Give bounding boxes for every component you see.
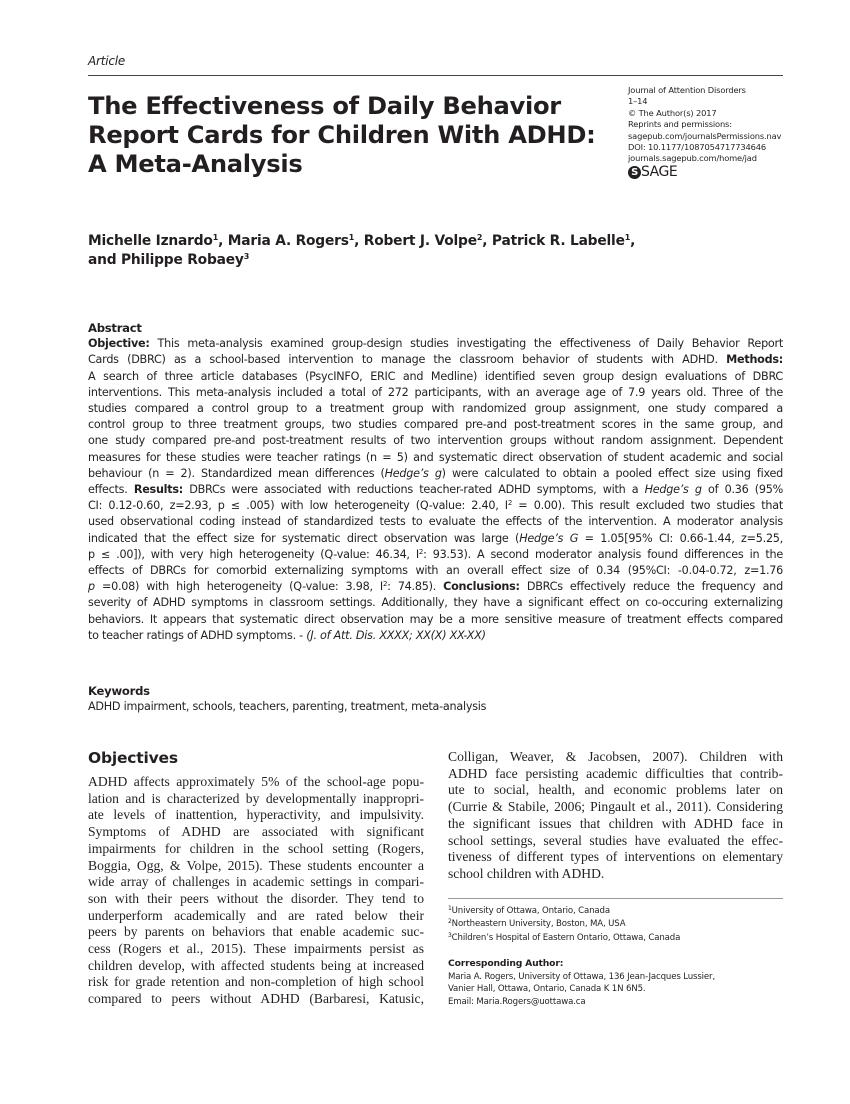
affiliation-marker: 1 [348, 233, 355, 242]
affiliations [448, 905, 680, 945]
abstract-text: one study compared pre-and post-treatment results of two intervention groups without random assignment. Dependent [88, 434, 783, 448]
keywords-section [88, 683, 486, 715]
abstract-subheading: Conclusions: [443, 580, 520, 594]
body-column-left [88, 774, 424, 1008]
author-list [88, 232, 728, 270]
author-separator: , [630, 233, 636, 249]
author [492, 233, 630, 249]
affiliation-text: University of Ottawa, Ontario, Canada [451, 906, 610, 916]
superscript: 2 [507, 499, 513, 508]
footnote-divider [448, 898, 783, 899]
abstract-italic: p [88, 580, 95, 594]
affiliation [448, 932, 680, 945]
header-divider [88, 75, 783, 76]
abstract-text: =0.08) with high heterogeneity (Q-value: 3.98, I [94, 580, 383, 594]
body-text-line: impairments for children in the school setting (Rogers, [88, 840, 424, 856]
author-separator: , [218, 233, 228, 249]
section-heading-objectives: Objectives [88, 749, 178, 767]
abstract-text: : 74.85). [387, 580, 444, 594]
reprints-label: Reprints and permissions: [628, 119, 732, 130]
abstract-text: measures for these studies were teacher ratings (n = 5) and systematic direct observation of student academic and social [88, 450, 783, 464]
corresponding-author [448, 958, 715, 1008]
author [364, 233, 482, 249]
abstract-text: p ≤ .00]), with very high heterogeneity (Q-value: 46.34, I [88, 547, 419, 561]
body-text-line: ate levels of inattention, hyperactivity, and impulsivity. [88, 807, 424, 823]
abstract-text: behaviors. It appears that systematic direct observation may be a more sensitive measure of treatment effects compared [88, 612, 783, 626]
body-text-line: compared to peers without ADHD (Barbaresi, Katusic, [88, 991, 424, 1007]
paper-title [88, 92, 608, 179]
abstract-line [88, 628, 783, 644]
abstract-text: CI: 0.12-0.60, z=2.93, p ≤ .005) with low heterogeneity (Q-value: 2.40, I [88, 499, 508, 513]
abstract-line [88, 336, 783, 352]
body-text-line: ADHD affects approximately 5% of the school-age popu- [88, 774, 424, 789]
body-text-line: risk for grade retention and non-completion of high school [88, 974, 424, 990]
sage-logo [628, 163, 781, 180]
affiliation-marker: 1 [624, 233, 631, 242]
abstract-line [88, 450, 783, 466]
corresponding-email[interactable]: Email: Maria.Rogers@uottawa.ca [448, 996, 586, 1007]
abstract-line [88, 417, 783, 433]
journal-name: Journal of Attention Disorders [628, 85, 746, 95]
title-line: A Meta-Analysis [88, 150, 303, 178]
doi[interactable]: DOI: 10.1177/1087054717734646 [628, 142, 767, 153]
body-text-line: Symptoms of ADHD are associated with significant [88, 824, 424, 840]
body-text-line: cess (Rogers et al., 2015). These impairments persist as [88, 941, 424, 957]
body-text-line: ute to social, health, and economic problems later on [448, 782, 783, 798]
author [228, 233, 354, 249]
affiliation-marker: 1 [212, 233, 219, 242]
journal-info [628, 85, 781, 179]
corresponding-line: Vanier Hall, Ottawa, Ontario, Canada K 1N 6N5. [448, 984, 646, 995]
abstract-body [88, 336, 783, 644]
author-name: Patrick R. Labelle [491, 233, 625, 249]
author-separator: , [482, 233, 492, 249]
abstract-text: of 0.36 (95% [701, 483, 783, 497]
author [88, 233, 218, 249]
author-name: Robert J. Volpe [363, 233, 477, 249]
author [88, 252, 249, 268]
abstract-text: behaviour (n = 2). Standardized mean differences ( [88, 466, 385, 480]
affiliation-number: 1 [448, 905, 452, 912]
affiliation-text: Northeastern University, Boston, MA, USA [451, 919, 626, 930]
abstract-subheading: Methods: [726, 353, 783, 367]
abstract-text: used observational coding instead of standardized tests to evaluate the effects of the intervention. A moderator analysis [88, 515, 783, 529]
body-text-line: Boggia, Ogg, & Volpe, 2015). These students encounter a [88, 857, 424, 873]
abstract-text: = 0.00). This result excluded two studies that [512, 499, 783, 513]
page-range: 1–14 [628, 96, 648, 107]
body-text-line: lation and is characterized by developmentally inappropri- [88, 790, 424, 806]
superscript: 2 [382, 580, 388, 589]
abstract-line [88, 385, 783, 401]
body-text-line: (Currie & Stabile, 2006; Pingault et al., 2011). Considering [448, 799, 783, 815]
abstract-line [88, 595, 783, 611]
body-text-line: son with their peers without the disorder. They tend to [88, 890, 424, 906]
abstract-line [88, 482, 783, 498]
corresponding-line: Maria A. Rogers, University of Ottawa, 136 Jean-Jacques Lussier, [448, 971, 716, 982]
abstract-subheading: Results: [133, 483, 183, 497]
abstract-text: effects. [88, 483, 134, 497]
copyright: © The Author(s) 2017 [628, 107, 717, 118]
abstract-text: control group to three treatment groups, two studies compared pre-and post-treatment scores in the same group, and [88, 418, 783, 432]
body-column-right [448, 749, 783, 883]
abstract-text: studies compared a control group to a treatment group with randomized group assignment, one study compared a [88, 402, 783, 416]
title-line: The Effectiveness of Daily Behavior [88, 92, 561, 120]
body-text-line: underperform academically and are rated below their [88, 907, 424, 923]
reprints-link[interactable]: sagepub.com/journalsPermissions.nav [628, 130, 782, 141]
body-text-line: children develop, with affected students being at increased [88, 957, 424, 973]
abstract-line [88, 579, 783, 595]
title-line: Report Cards for Children With ADHD: [88, 121, 596, 149]
abstract-text: severity of ADHD symptoms in classroom settings. Additionally, they have a significant effect on co-occuring externalizing [88, 596, 783, 610]
abstract-text: Cards (DBRC) as a school-based intervention to manage the classroom behavior of students with ADHD. [88, 353, 727, 367]
author-name: Maria A. Rogers [227, 233, 349, 249]
body-text-line: peers by parents on behaviors that enable academic suc- [88, 924, 424, 940]
abstract-text: : 93.53). A second moderator analysis found differences in the [423, 547, 783, 561]
body-text-line: school children with ADHD. [448, 865, 605, 881]
abstract-text: to teacher ratings of ADHD symptoms. - [88, 628, 307, 642]
abstract-text: indicated that the effect size for systematic direct observation was large ( [88, 531, 520, 545]
affiliation [448, 905, 680, 918]
author-name: Michelle Iznardo [88, 233, 213, 249]
abstract-line [88, 514, 783, 530]
affiliation-text: Children’s Hospital of Eastern Ontario, Ottawa, Canada [451, 932, 681, 943]
article-type-label: Article [88, 54, 126, 68]
superscript: 2 [418, 547, 424, 556]
publisher-name: SAGE [641, 163, 678, 180]
body-text-line: Colligan, Weaver, & Jacobsen, 2007). Children with [448, 749, 783, 764]
body-text-line: ADHD face persisting academic difficulties that contrib- [448, 765, 783, 781]
abstract-italic: Hedge’s g [644, 483, 702, 497]
abstract-line [88, 369, 783, 385]
abstract-text: DBRCs effectively reduce the frequency and [519, 580, 783, 594]
sage-s-icon: S [628, 166, 641, 179]
abstract-italic: Hedge’s G [519, 531, 579, 545]
abstract-line [88, 563, 783, 579]
abstract-italic: (J. of Att. Dis. XXXX; XX(X) XX-XX) [306, 628, 486, 642]
body-text-line: school settings, several studies have evaluated the effec- [448, 832, 783, 848]
abstract-text: interventions. This meta-analysis included a total of 272 participants, with an average age of 7.9 years old. Three of the [88, 385, 783, 399]
affiliation-marker: 3 [243, 252, 250, 261]
abstract-line [88, 352, 783, 368]
affiliation-number: 3 [448, 931, 452, 939]
abstract-line [88, 466, 783, 482]
body-text-line: wide array of challenges in academic settings in compari- [88, 874, 424, 890]
keywords-heading: Keywords [88, 684, 150, 698]
corresponding-heading: Corresponding Author: [448, 958, 564, 969]
author-separator: , [354, 233, 364, 249]
abstract-subheading: Objective: [88, 337, 150, 351]
abstract [88, 320, 783, 644]
abstract-line [88, 547, 783, 563]
body-text-line: the significant issues that children with ADHD face in [448, 815, 783, 831]
abstract-text: A search of three article databases (PsycINFO, ERIC and Medline) identified seven group design evaluations of DBRC [88, 369, 783, 383]
abstract-text: DBRCs were associated with reductions teacher-rated ADHD symptoms, with a [183, 483, 645, 497]
keywords-text: ADHD impairment, schools, teachers, parenting, treatment, meta-analysis [88, 700, 487, 713]
abstract-italic: Hedge’s g [384, 466, 442, 480]
abstract-line [88, 612, 783, 628]
abstract-line [88, 531, 783, 547]
abstract-line [88, 433, 783, 449]
abstract-text: = 1.05[95% CI: 0.66-1.44, z=5.25, [578, 531, 783, 545]
abstract-text: effects of DBRCs for comorbid externalizing symptoms with an overall effect size of 0.34 (95%CI: -0.04-0.72, z=1.76 [88, 564, 783, 578]
journal-link[interactable]: journals.sagepub.com/home/jad [628, 153, 757, 164]
author-name: and Philippe Robaey [88, 252, 244, 268]
affiliation [448, 918, 680, 931]
body-text-line: tiveness of different types of interventions on elementary [448, 849, 783, 865]
abstract-text: ) were calculated to obtain a pooled effect size using fixed [441, 466, 783, 480]
affiliation-number: 2 [448, 918, 452, 926]
abstract-heading: Abstract [88, 321, 142, 335]
abstract-line [88, 498, 783, 514]
abstract-text: This meta-analysis examined group-design studies investigating the effectiveness of Daily Behavior Report [149, 337, 783, 351]
affiliation-marker: 2 [476, 233, 483, 242]
abstract-line [88, 401, 783, 417]
